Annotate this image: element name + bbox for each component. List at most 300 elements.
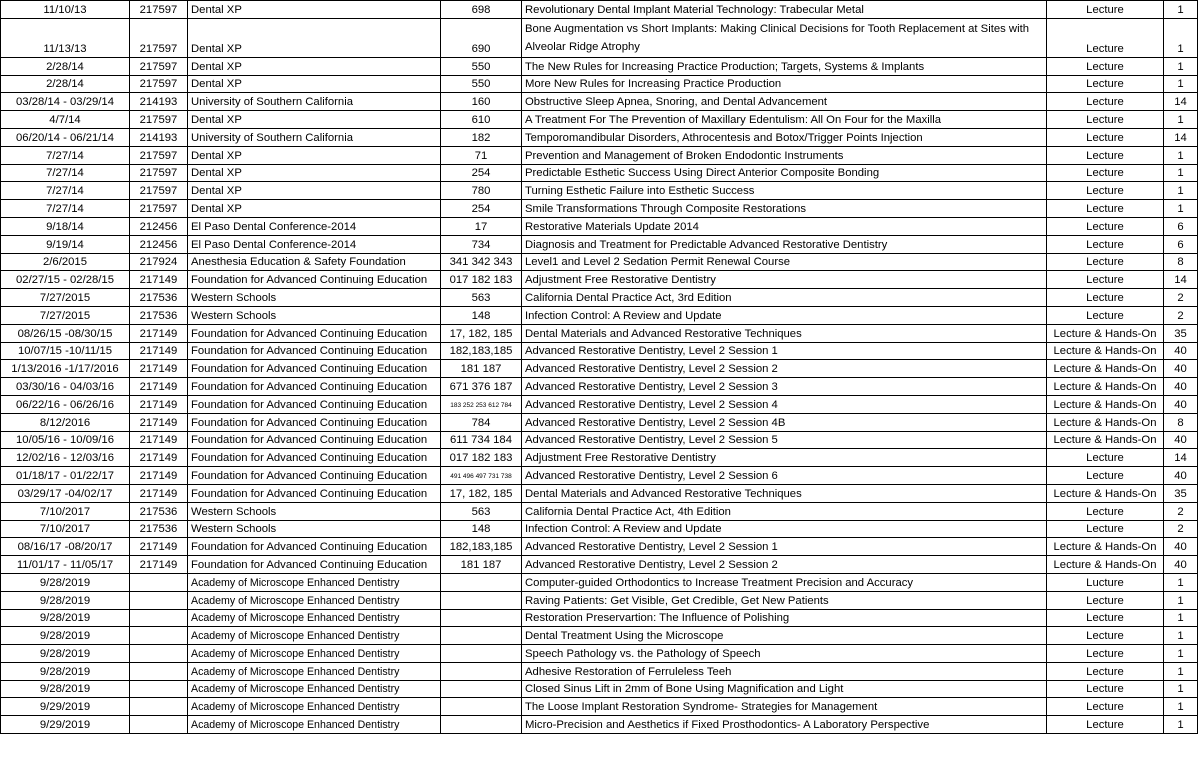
provider-cell: Foundation for Advanced Continuing Education: [188, 556, 441, 574]
hours-cell: 14: [1164, 93, 1198, 111]
hours-cell: 1: [1164, 698, 1198, 716]
provider-id-cell: 217597: [130, 182, 188, 200]
provider-id-cell: 217597: [130, 111, 188, 129]
format-cell: Lecture: [1047, 609, 1164, 627]
provider-cell: Dental XP: [188, 1, 441, 19]
provider-cell: Foundation for Advanced Continuing Education: [188, 467, 441, 485]
course-title-cell: Adjustment Free Restorative Dentistry: [522, 271, 1047, 289]
provider-cell: Western Schools: [188, 502, 441, 520]
date-cell: 9/28/2019: [1, 645, 130, 663]
date-cell: 06/20/14 - 06/21/14: [1, 128, 130, 146]
course-code-cell: 71: [441, 146, 522, 164]
date-cell: 2/28/14: [1, 75, 130, 93]
course-title-cell: A Treatment For The Prevention of Maxillary Edentulism: All On Four for the Maxilla: [522, 111, 1047, 129]
date-cell: 10/07/15 -10/11/15: [1, 342, 130, 360]
date-cell: 11/13/13: [1, 18, 130, 57]
format-cell: Lecture: [1047, 680, 1164, 698]
course-title-cell: Advanced Restorative Dentistry, Level 2 Session 3: [522, 378, 1047, 396]
hours-cell: 1: [1164, 662, 1198, 680]
provider-id-cell: 217149: [130, 360, 188, 378]
date-cell: 1/13/2016 -1/17/2016: [1, 360, 130, 378]
hours-cell: 1: [1164, 18, 1198, 57]
provider-id-cell: 217536: [130, 306, 188, 324]
format-cell: Lecture: [1047, 645, 1164, 663]
course-title-cell: Advanced Restorative Dentistry, Level 2 Session 6: [522, 467, 1047, 485]
course-code-cell: [441, 662, 522, 680]
course-title-cell: Closed Sinus Lift in 2mm of Bone Using Magnification and Light: [522, 680, 1047, 698]
provider-cell: Dental XP: [188, 18, 441, 57]
provider-id-cell: 217597: [130, 146, 188, 164]
table-row: [1, 324, 1198, 342]
provider-id-cell: 217149: [130, 449, 188, 467]
course-title-cell: Revolutionary Dental Implant Material Technology: Trabecular Metal: [522, 1, 1047, 19]
course-code-cell: 160: [441, 93, 522, 111]
hours-cell: 14: [1164, 271, 1198, 289]
hours-cell: 40: [1164, 360, 1198, 378]
date-cell: 7/27/14: [1, 164, 130, 182]
format-cell: Lecture & Hands-On: [1047, 324, 1164, 342]
course-code-cell: 182: [441, 128, 522, 146]
course-code-cell: 780: [441, 182, 522, 200]
hours-cell: 1: [1164, 716, 1198, 734]
course-title-cell: Prevention and Management of Broken Endodontic Instruments: [522, 146, 1047, 164]
course-code-cell: 491 496 497 731 738: [441, 467, 522, 485]
course-title-cell: The New Rules for Increasing Practice Production; Targets, Systems & Implants: [522, 57, 1047, 75]
table-row: [1, 271, 1198, 289]
provider-cell: Western Schools: [188, 520, 441, 538]
hours-cell: 6: [1164, 217, 1198, 235]
hours-cell: 40: [1164, 342, 1198, 360]
course-title-cell: California Dental Practice Act, 4th Edition: [522, 502, 1047, 520]
table-row: [1, 627, 1198, 645]
date-cell: 9/29/2019: [1, 716, 130, 734]
table-row: [1, 609, 1198, 627]
provider-cell: Academy of Microscope Enhanced Dentistry: [188, 698, 441, 716]
provider-id-cell: 217149: [130, 413, 188, 431]
table-row: [1, 698, 1198, 716]
hours-cell: 1: [1164, 75, 1198, 93]
hours-cell: 40: [1164, 556, 1198, 574]
hours-cell: 35: [1164, 484, 1198, 502]
provider-id-cell: [130, 645, 188, 663]
date-cell: 03/29/17 -04/02/17: [1, 484, 130, 502]
format-cell: Lecture & Hands-On: [1047, 395, 1164, 413]
course-title-cell: Predictable Esthetic Success Using Direct Anterior Composite Bonding: [522, 164, 1047, 182]
course-title-cell: Bone Augmentation vs Short Implants: Making Clinical Decisions for Tooth Replacement at Sites with Alveolar Ridge Atrophy: [522, 18, 1047, 57]
hours-cell: 1: [1164, 111, 1198, 129]
table-row: [1, 289, 1198, 307]
date-cell: 9/28/2019: [1, 609, 130, 627]
hours-cell: 1: [1164, 1, 1198, 19]
format-cell: Lecture: [1047, 253, 1164, 271]
format-cell: Lecture: [1047, 75, 1164, 93]
course-code-cell: 698: [441, 1, 522, 19]
provider-cell: El Paso Dental Conference-2014: [188, 235, 441, 253]
course-code-cell: [441, 680, 522, 698]
table-row: [1, 164, 1198, 182]
table-row: [1, 360, 1198, 378]
course-code-cell: 17, 182, 185: [441, 324, 522, 342]
course-title-cell: Diagnosis and Treatment for Predictable Advanced Restorative Dentistry: [522, 235, 1047, 253]
date-cell: 11/01/17 - 11/05/17: [1, 556, 130, 574]
date-cell: 2/28/14: [1, 57, 130, 75]
course-code-cell: [441, 698, 522, 716]
course-code-cell: [441, 573, 522, 591]
course-title-cell: Infection Control: A Review and Update: [522, 306, 1047, 324]
course-title-cell: Level1 and Level 2 Sedation Permit Renewal Course: [522, 253, 1047, 271]
provider-cell: Foundation for Advanced Continuing Education: [188, 449, 441, 467]
provider-cell: Dental XP: [188, 57, 441, 75]
table-row: [1, 342, 1198, 360]
hours-cell: 1: [1164, 680, 1198, 698]
provider-cell: Dental XP: [188, 75, 441, 93]
table-row: [1, 93, 1198, 111]
course-title-cell: Restoration Preservartion: The Influence of Polishing: [522, 609, 1047, 627]
course-title-cell: Advanced Restorative Dentistry, Level 2 Session 4B: [522, 413, 1047, 431]
hours-cell: 6: [1164, 235, 1198, 253]
hours-cell: 8: [1164, 413, 1198, 431]
table-row: [1, 645, 1198, 663]
course-title-cell: Speech Pathology vs. the Pathology of Speech: [522, 645, 1047, 663]
course-code-cell: 784: [441, 413, 522, 431]
course-code-cell: 254: [441, 200, 522, 218]
table-row: [1, 395, 1198, 413]
course-title-cell: Advanced Restorative Dentistry, Level 2 Session 2: [522, 360, 1047, 378]
provider-cell: Foundation for Advanced Continuing Education: [188, 395, 441, 413]
provider-id-cell: [130, 662, 188, 680]
table-row: [1, 200, 1198, 218]
table-row: [1, 431, 1198, 449]
provider-id-cell: 217149: [130, 467, 188, 485]
course-title-cell: Advanced Restorative Dentistry, Level 2 Session 1: [522, 342, 1047, 360]
table-row: [1, 591, 1198, 609]
format-cell: Lecture: [1047, 146, 1164, 164]
hours-cell: 2: [1164, 289, 1198, 307]
provider-id-cell: 217149: [130, 324, 188, 342]
provider-id-cell: 217536: [130, 502, 188, 520]
date-cell: 11/10/13: [1, 1, 130, 19]
hours-cell: 1: [1164, 645, 1198, 663]
date-cell: 9/28/2019: [1, 627, 130, 645]
course-code-cell: 734: [441, 235, 522, 253]
provider-cell: Academy of Microscope Enhanced Dentistry: [188, 680, 441, 698]
date-cell: 02/27/15 - 02/28/15: [1, 271, 130, 289]
provider-id-cell: 217597: [130, 200, 188, 218]
course-title-cell: Adhesive Restoration of Ferruleless Teeh: [522, 662, 1047, 680]
course-code-cell: 017 182 183: [441, 271, 522, 289]
table-row: [1, 18, 1198, 57]
format-cell: Lecture & Hands-On: [1047, 360, 1164, 378]
format-cell: Lecture & Hands-On: [1047, 378, 1164, 396]
provider-id-cell: 217597: [130, 18, 188, 57]
provider-id-cell: 217597: [130, 75, 188, 93]
course-code-cell: 17: [441, 217, 522, 235]
hours-cell: 14: [1164, 128, 1198, 146]
hours-cell: 2: [1164, 306, 1198, 324]
course-code-cell: [441, 716, 522, 734]
provider-id-cell: [130, 716, 188, 734]
date-cell: 7/27/2015: [1, 306, 130, 324]
provider-cell: Dental XP: [188, 200, 441, 218]
provider-id-cell: 217149: [130, 538, 188, 556]
date-cell: 9/29/2019: [1, 698, 130, 716]
date-cell: 08/26/15 -08/30/15: [1, 324, 130, 342]
hours-cell: 2: [1164, 502, 1198, 520]
hours-cell: 1: [1164, 57, 1198, 75]
course-title-cell: Restorative Materials Update 2014: [522, 217, 1047, 235]
date-cell: 9/28/2019: [1, 662, 130, 680]
course-title-cell: Turning Esthetic Failure into Esthetic Success: [522, 182, 1047, 200]
format-cell: Lecture: [1047, 502, 1164, 520]
provider-cell: Foundation for Advanced Continuing Education: [188, 484, 441, 502]
provider-cell: Foundation for Advanced Continuing Education: [188, 378, 441, 396]
format-cell: Lecture & Hands-On: [1047, 431, 1164, 449]
course-code-cell: 563: [441, 289, 522, 307]
format-cell: Lecture & Hands-On: [1047, 342, 1164, 360]
provider-cell: Foundation for Advanced Continuing Education: [188, 538, 441, 556]
format-cell: Lecture: [1047, 467, 1164, 485]
course-code-cell: 181 187: [441, 360, 522, 378]
table-row: [1, 182, 1198, 200]
hours-cell: 2: [1164, 520, 1198, 538]
date-cell: 9/19/14: [1, 235, 130, 253]
provider-cell: Foundation for Advanced Continuing Education: [188, 413, 441, 431]
provider-id-cell: 212456: [130, 217, 188, 235]
provider-id-cell: 214193: [130, 128, 188, 146]
course-code-cell: 148: [441, 306, 522, 324]
format-cell: Lecture & Hands-On: [1047, 538, 1164, 556]
table-row: [1, 716, 1198, 734]
course-code-cell: [441, 627, 522, 645]
date-cell: 7/27/2015: [1, 289, 130, 307]
format-cell: Lecture: [1047, 200, 1164, 218]
hours-cell: 40: [1164, 378, 1198, 396]
date-cell: 2/6/2015: [1, 253, 130, 271]
provider-cell: Dental XP: [188, 111, 441, 129]
course-code-cell: 341 342 343: [441, 253, 522, 271]
course-code-cell: 254: [441, 164, 522, 182]
date-cell: 08/16/17 -08/20/17: [1, 538, 130, 556]
provider-id-cell: 217536: [130, 520, 188, 538]
provider-cell: Academy of Microscope Enhanced Dentistry: [188, 662, 441, 680]
format-cell: Lecture & Hands-On: [1047, 413, 1164, 431]
format-cell: Lecture: [1047, 18, 1164, 57]
date-cell: 03/28/14 - 03/29/14: [1, 93, 130, 111]
course-code-cell: 690: [441, 18, 522, 57]
table-row: [1, 378, 1198, 396]
table-row: [1, 1, 1198, 19]
provider-id-cell: 217597: [130, 57, 188, 75]
course-title-cell: Dental Materials and Advanced Restorative Techniques: [522, 324, 1047, 342]
hours-cell: 1: [1164, 609, 1198, 627]
provider-cell: Foundation for Advanced Continuing Education: [188, 271, 441, 289]
provider-cell: Foundation for Advanced Continuing Education: [188, 431, 441, 449]
provider-id-cell: 214193: [130, 93, 188, 111]
table-row: [1, 111, 1198, 129]
provider-id-cell: 217149: [130, 378, 188, 396]
course-title-cell: Temporomandibular Disorders, Athrocentesis and Botox/Trigger Points Injection: [522, 128, 1047, 146]
date-cell: 9/18/14: [1, 217, 130, 235]
provider-cell: Academy of Microscope Enhanced Dentistry: [188, 716, 441, 734]
provider-id-cell: 217536: [130, 289, 188, 307]
provider-id-cell: 217149: [130, 484, 188, 502]
course-code-cell: 611 734 184: [441, 431, 522, 449]
course-code-cell: 148: [441, 520, 522, 538]
provider-id-cell: 217149: [130, 556, 188, 574]
table-row: [1, 556, 1198, 574]
date-cell: 9/28/2019: [1, 591, 130, 609]
table-body: [1, 1, 1198, 734]
table-row: [1, 413, 1198, 431]
course-code-cell: 017 182 183: [441, 449, 522, 467]
course-title-cell: Dental Materials and Advanced Restorative Techniques: [522, 484, 1047, 502]
provider-id-cell: 217149: [130, 395, 188, 413]
table-row: [1, 146, 1198, 164]
table-row: [1, 573, 1198, 591]
hours-cell: 1: [1164, 200, 1198, 218]
format-cell: Lecture: [1047, 306, 1164, 324]
provider-cell: Academy of Microscope Enhanced Dentistry: [188, 573, 441, 591]
format-cell: Lecture: [1047, 93, 1164, 111]
provider-id-cell: [130, 591, 188, 609]
table-row: [1, 467, 1198, 485]
course-title-cell: Adjustment Free Restorative Dentistry: [522, 449, 1047, 467]
course-title-cell: More New Rules for Increasing Practice Production: [522, 75, 1047, 93]
date-cell: 10/05/16 - 10/09/16: [1, 431, 130, 449]
course-title-cell: Dental Treatment Using the Microscope: [522, 627, 1047, 645]
provider-id-cell: [130, 609, 188, 627]
table-row: [1, 235, 1198, 253]
course-title-cell: Raving Patients: Get Visible, Get Credible, Get New Patients: [522, 591, 1047, 609]
date-cell: 7/10/2017: [1, 502, 130, 520]
provider-id-cell: 217149: [130, 342, 188, 360]
provider-id-cell: 217149: [130, 271, 188, 289]
course-title-cell: Advanced Restorative Dentistry, Level 2 Session 1: [522, 538, 1047, 556]
provider-id-cell: [130, 698, 188, 716]
date-cell: 7/27/14: [1, 182, 130, 200]
format-cell: Lecture: [1047, 164, 1164, 182]
course-title-cell: California Dental Practice Act, 3rd Edition: [522, 289, 1047, 307]
course-title-cell: Advanced Restorative Dentistry, Level 2 Session 4: [522, 395, 1047, 413]
table-row: [1, 75, 1198, 93]
table-row: [1, 538, 1198, 556]
course-code-cell: 671 376 187: [441, 378, 522, 396]
provider-cell: Academy of Microscope Enhanced Dentistry: [188, 627, 441, 645]
table-row: [1, 484, 1198, 502]
format-cell: Lecture: [1047, 111, 1164, 129]
table-row: [1, 449, 1198, 467]
provider-cell: El Paso Dental Conference-2014: [188, 217, 441, 235]
date-cell: 4/7/14: [1, 111, 130, 129]
provider-cell: Academy of Microscope Enhanced Dentistry: [188, 609, 441, 627]
provider-cell: Academy of Microscope Enhanced Dentistry: [188, 645, 441, 663]
hours-cell: 35: [1164, 324, 1198, 342]
table-row: [1, 502, 1198, 520]
course-title-cell: Obstructive Sleep Apnea, Snoring, and Dental Advancement: [522, 93, 1047, 111]
hours-cell: 1: [1164, 627, 1198, 645]
format-cell: Lecture: [1047, 698, 1164, 716]
provider-cell: Western Schools: [188, 306, 441, 324]
format-cell: Lecture: [1047, 289, 1164, 307]
provider-id-cell: [130, 627, 188, 645]
hours-cell: 40: [1164, 538, 1198, 556]
table-row: [1, 253, 1198, 271]
provider-cell: Western Schools: [188, 289, 441, 307]
course-code-cell: 610: [441, 111, 522, 129]
course-code-cell: 182,183,185: [441, 538, 522, 556]
course-code-cell: [441, 645, 522, 663]
course-title-cell: Smile Transformations Through Composite Restorations: [522, 200, 1047, 218]
course-title-cell: Advanced Restorative Dentistry, Level 2 Session 2: [522, 556, 1047, 574]
table-row: [1, 128, 1198, 146]
date-cell: 7/27/14: [1, 200, 130, 218]
table-row: [1, 662, 1198, 680]
date-cell: 9/28/2019: [1, 573, 130, 591]
provider-id-cell: [130, 573, 188, 591]
course-title-cell: Computer-guided Orthodontics to Increase Treatment Precision and Accuracy: [522, 573, 1047, 591]
format-cell: Lecture: [1047, 591, 1164, 609]
format-cell: Lucture: [1047, 573, 1164, 591]
provider-cell: Foundation for Advanced Continuing Education: [188, 342, 441, 360]
course-title-cell: Infection Control: A Review and Update: [522, 520, 1047, 538]
course-title-cell: Micro-Precision and Aesthetics if Fixed Prosthodontics- A Laboratory Perspective: [522, 716, 1047, 734]
date-cell: 12/02/16 - 12/03/16: [1, 449, 130, 467]
format-cell: Lecture: [1047, 128, 1164, 146]
format-cell: Lecture: [1047, 217, 1164, 235]
table-row: [1, 57, 1198, 75]
provider-cell: Academy of Microscope Enhanced Dentistry: [188, 591, 441, 609]
date-cell: 7/10/2017: [1, 520, 130, 538]
hours-cell: 1: [1164, 164, 1198, 182]
provider-id-cell: 217597: [130, 164, 188, 182]
format-cell: Lecture: [1047, 1, 1164, 19]
course-code-cell: 17, 182, 185: [441, 484, 522, 502]
hours-cell: 40: [1164, 431, 1198, 449]
hours-cell: 1: [1164, 591, 1198, 609]
hours-cell: 1: [1164, 182, 1198, 200]
course-code-cell: 563: [441, 502, 522, 520]
format-cell: Lecture & Hands-On: [1047, 484, 1164, 502]
date-cell: 03/30/16 - 04/03/16: [1, 378, 130, 396]
table-row: [1, 306, 1198, 324]
course-code-cell: 181 187: [441, 556, 522, 574]
course-code-cell: [441, 609, 522, 627]
provider-id-cell: 217149: [130, 431, 188, 449]
course-code-cell: 550: [441, 75, 522, 93]
provider-cell: University of Southern California: [188, 93, 441, 111]
provider-id-cell: 217924: [130, 253, 188, 271]
table-row: [1, 217, 1198, 235]
table-row: [1, 680, 1198, 698]
hours-cell: 8: [1164, 253, 1198, 271]
format-cell: Lecture: [1047, 271, 1164, 289]
course-code-cell: 183 252 253 612 784: [441, 395, 522, 413]
hours-cell: 1: [1164, 573, 1198, 591]
date-cell: 01/18/17 - 01/22/17: [1, 467, 130, 485]
format-cell: Lecture: [1047, 182, 1164, 200]
date-cell: 06/22/16 - 06/26/16: [1, 395, 130, 413]
provider-cell: Anesthesia Education & Safety Foundation: [188, 253, 441, 271]
date-cell: 9/28/2019: [1, 680, 130, 698]
date-cell: 7/27/14: [1, 146, 130, 164]
provider-cell: Dental XP: [188, 164, 441, 182]
course-code-cell: 182,183,185: [441, 342, 522, 360]
format-cell: Lecture: [1047, 57, 1164, 75]
provider-id-cell: 217597: [130, 1, 188, 19]
provider-cell: Dental XP: [188, 182, 441, 200]
format-cell: Lecture: [1047, 449, 1164, 467]
hours-cell: 14: [1164, 449, 1198, 467]
